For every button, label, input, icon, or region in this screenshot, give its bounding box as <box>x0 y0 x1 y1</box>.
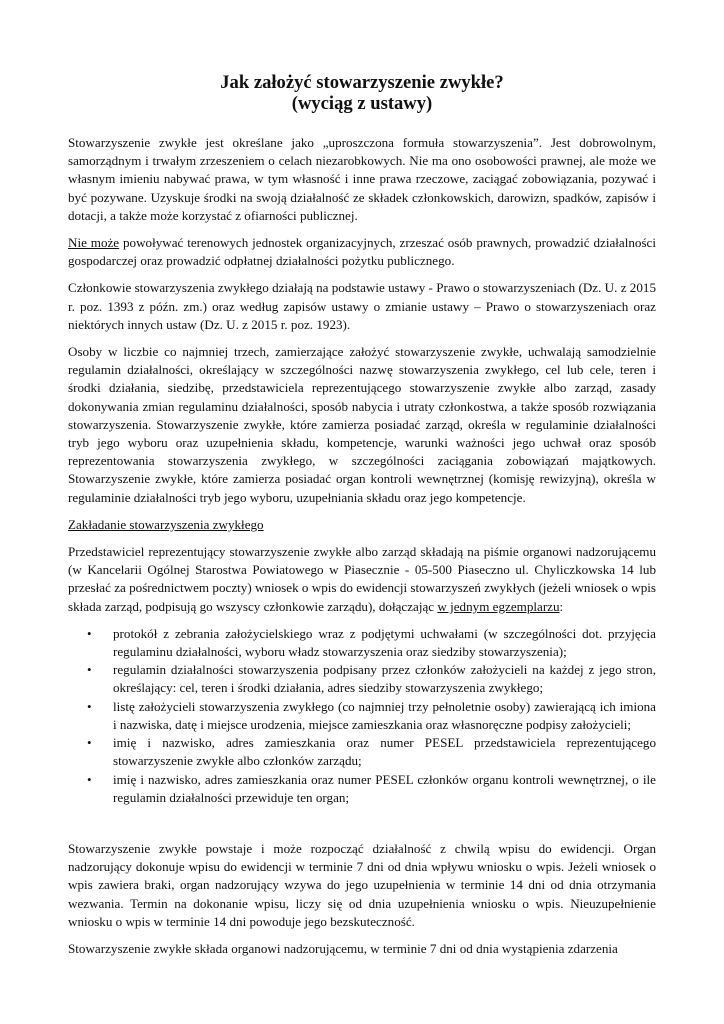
title-line-2: (wyciąg z ustawy) <box>291 93 433 114</box>
document-title <box>68 72 656 114</box>
list-item <box>87 698 656 734</box>
list-item <box>87 771 656 807</box>
paragraph-registration: Stowarzyszenie zwykłe powstaje i może rozpocząć działalność z chwilą wpisu do ewidencji. Organ nadzorujący dokonuje wpisu do ewidencji w terminie 7 dni od dnia wpływu wniosku o wpis. Jeżeli wniosek o wpis zawiera braki, organ nadzorujący wzywa do jego uzupełnienia w terminie 14 dni od dnia otrzymania wezwania. Termin na dokonanie wpisu, liczy się od dnia uzupełnienia wniosku o wpis. Nieuzupełnienie wniosku o wpis w terminie 14 dni powoduje jego bezskuteczność. <box>68 840 656 929</box>
underlined-phrase: Nie może <box>68 235 120 251</box>
list-item <box>87 625 656 661</box>
paragraph-restrictions <box>68 234 656 270</box>
paragraph-application <box>68 543 656 616</box>
underlined-phrase: w jednym egzemplarzu <box>437 598 560 614</box>
bullet-icon: • <box>87 735 92 751</box>
title-line-1: Jak założyć stowarzyszenie zwykłe? <box>220 72 504 93</box>
paragraph-end: : <box>559 598 564 614</box>
attachments-list <box>68 625 656 807</box>
paragraph-text: Przedstawiciel reprezentujący stowarzyszenie zwykłe albo zarząd składają na piśmie organowi nadzorującemu (w Kancelarii Ogólnej Starostwa Powiatowego w Piasecznie - 05-500 Piaseczno ul. Chyliczkowska 14 lub przesłać za pośrednictwem poczty) wniosek o wpis do ewidencji stowarzyszeń zwykłych (jeżeli wniosek o wpis składa zarząd, podpisują go wszyscy członkowie zarządu), dołączając <box>68 544 656 614</box>
list-item <box>87 661 656 697</box>
paragraph-intro: Stowarzyszenie zwykłe jest określane jako „uproszczona formuła stowarzyszenia”. Jest dobrowolnym, samorządnym i trwałym zrzeszeniem o celach niezarobkowych. Nie ma ono osobowości prawnej, ale może we własnym imieniu nabywać prawa, w tym własność i inne prawa rzeczowe, zaciągać zobowiązania, pozywać i być pozywane. Uzyskuje środki na swoją działalność ze składek członkowskich, darowizn, spadków, zapisów i dotacji, a także może korzystać z ofiarności publicznej. <box>68 135 656 223</box>
paragraph-changes: Stowarzyszenie zwykłe składa organowi nadzorującemu, w terminie 7 dni od dnia wystąpienia zdarzenia <box>68 940 618 956</box>
bullet-icon: • <box>87 698 92 714</box>
paragraph-text: powoływać terenowych jednostek organizacyjnych, zrzeszać osób prawnych, prowadzić działalności gospodarczej oraz prowadzić odpłatnej działalności pożytku publicznego. <box>68 235 656 269</box>
list-item-text: imię i nazwisko, adres zamieszkania oraz numer PESEL członków organu kontroli wewnętrznej, o ile regulamin działalności przewiduje ten organ; <box>113 771 656 805</box>
bullet-icon: • <box>87 662 92 678</box>
section-heading-text: Zakładanie stowarzyszenia zwykłego <box>68 516 264 532</box>
list-item-text: imię i nazwisko, adres zamieszkania oraz numer PESEL przedstawiciela reprezentującego stowarzyszenie zwykłe albo członków zarządu; <box>113 735 656 769</box>
paragraph-founders: Osoby w liczbie co najmniej trzech, zamierzające założyć stowarzyszenie zwykłe, uchwalają samodzielnie regulamin działalności, określający w szczególności nazwę stowarzyszenia zwykłego, cel lub cele, teren i środki działania, siedzibę, przedstawiciela reprezentującego stowarzyszenie zwykłe albo zarząd, zasady dokonywania zmian regulaminu działalności, sposób nabycia i utraty członkostwa, a także sposób rozwiązania stowarzyszenia. Stowarzyszenie zwykłe, które zamierza posiadać zarząd, określa w regulaminie działalności tryb jego wyboru oraz uzupełnienia składu, kompetencje, warunki ważności jego uchwał oraz sposób reprezentowania stowarzyszenia zwykłego, w szczególności zaciągania zobowiązań majątkowych. Stowarzyszenie zwykłe, które zamierza posiadać organ kontroli wewnętrznej (komisję rewizyjną), określa w regulaminie działalności tryb jego wyboru, uzupełniania składu oraz jego kompetencje. <box>68 344 656 505</box>
list-item-text: listę założycieli stowarzyszenia zwykłego (co najmniej trzy pełnoletnie osoby) zawierającą ich imiona i nazwiska, datę i miejsce urodzenia, miejsce zamieszkania oraz własnoręczne podpisy założycieli; <box>113 698 656 732</box>
section-heading <box>68 516 656 534</box>
list-item-text: regulamin działalności stowarzyszenia podpisany przez członków założycieli na każdej z jego stron, określający: cel, teren i środki działania, adres siedziby stowarzyszenia zwykłego; <box>113 662 656 696</box>
bullet-icon: • <box>87 771 92 787</box>
paragraph-legal-basis: Członkowie stowarzyszenia zwykłego działają na podstawie ustawy - Prawo o stowarzyszeniach (Dz. U. z 2015 r. poz. 1393 z późn. zm.) oraz według zapisów ustawy o zmianie ustawy – Prawo o stowarzyszeniach oraz niektórych innych ustaw (Dz. U. z 2015 r. poz. 1923). <box>68 280 656 332</box>
list-item-text: protokół z zebrania założycielskiego wraz z podjętymi uchwałami (w szczególności dot. przyjęcia regulaminu działalności, wyboru władz stowarzyszenia oraz siedziby stowarzyszenia); <box>113 625 656 660</box>
bullet-icon: • <box>87 625 92 641</box>
list-item <box>87 734 656 770</box>
